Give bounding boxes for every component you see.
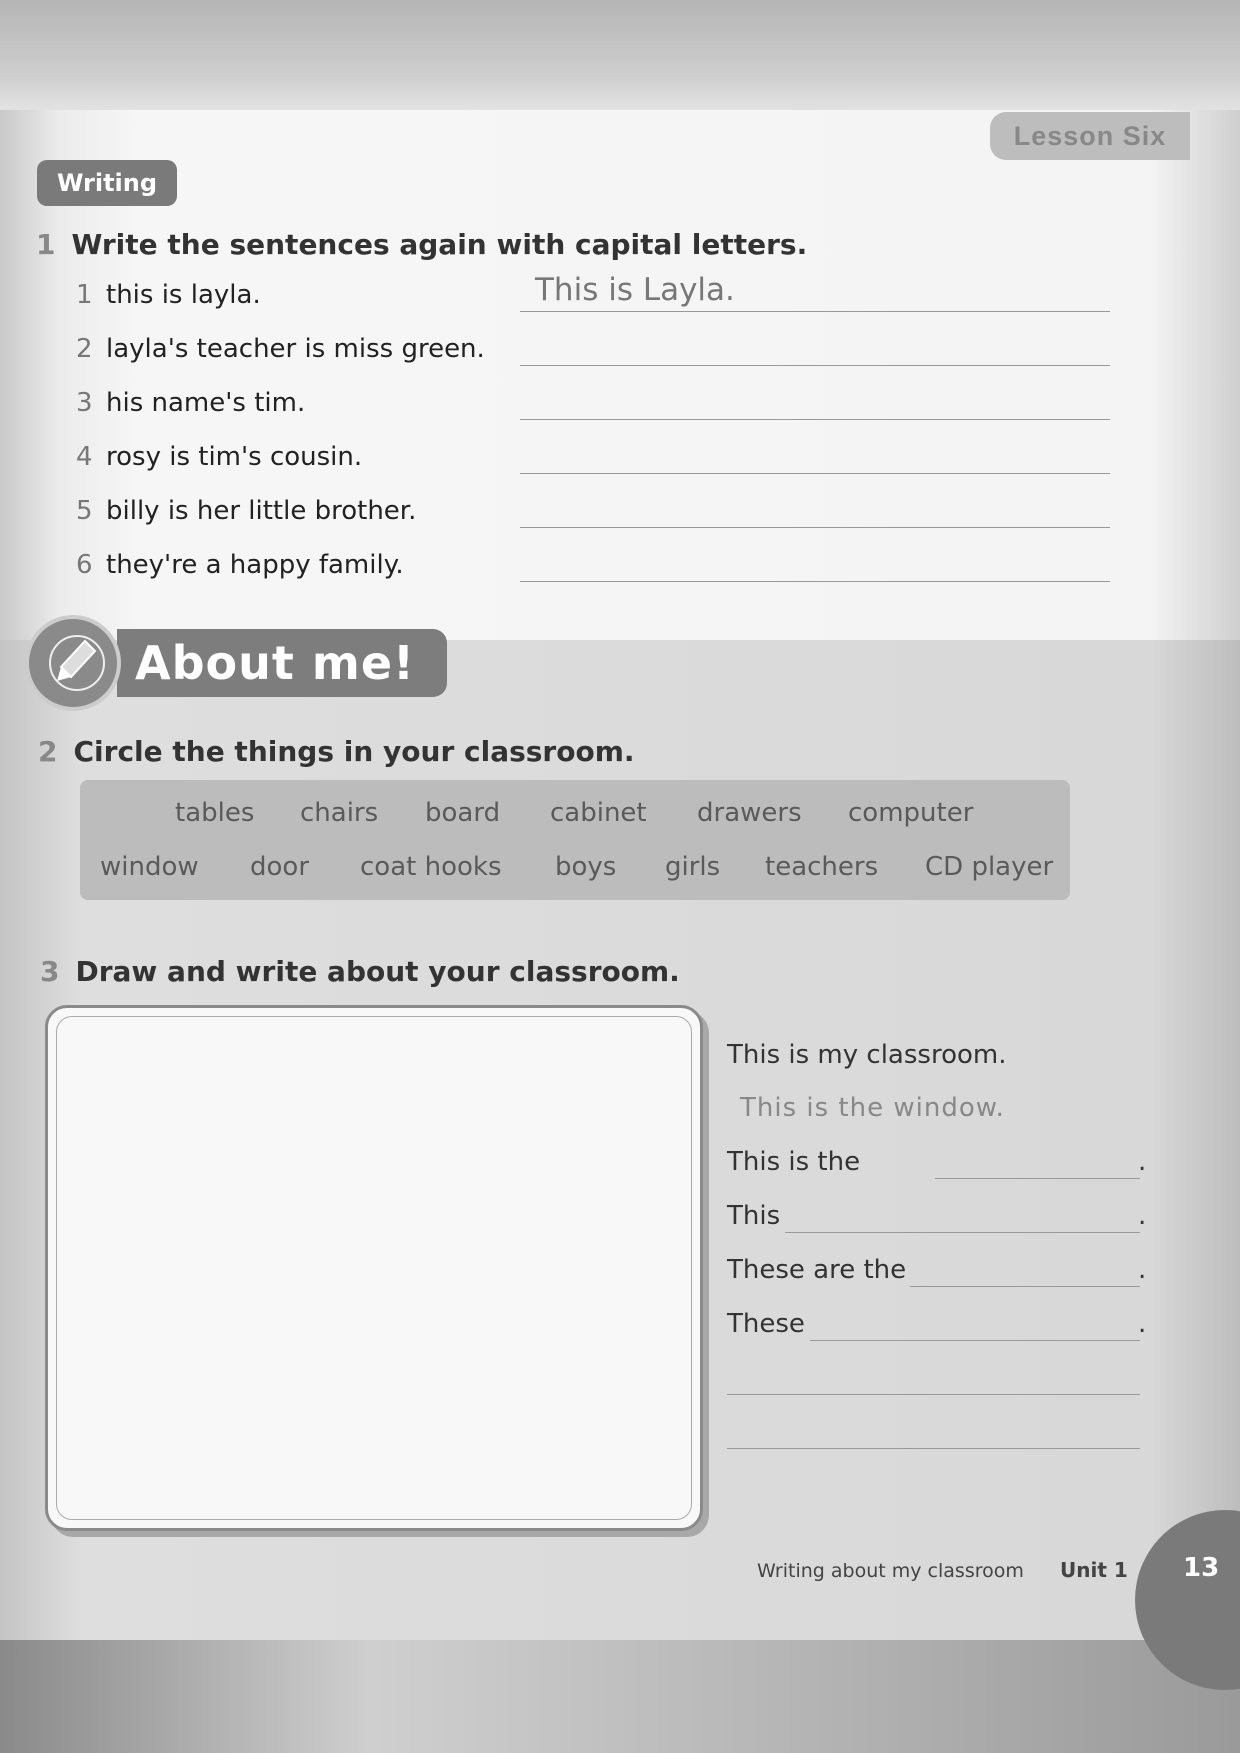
word-board[interactable]: board: [425, 798, 501, 828]
exercise-2-heading: [38, 735, 635, 768]
fill-line-1[interactable]: [935, 1177, 1140, 1179]
sentence-prompt-2: This: [727, 1201, 781, 1231]
section-badge-writing: Writing: [37, 160, 177, 206]
fill-line-2[interactable]: [785, 1231, 1140, 1233]
sentence-intro: This is my classroom.: [727, 1040, 1007, 1070]
fill-line-4[interactable]: [810, 1339, 1140, 1341]
lesson-tab: Lesson Six: [990, 112, 1190, 160]
sentence-item-3: 3 his name's tim.: [76, 388, 306, 418]
scan-shadow-top: [0, 0, 1240, 110]
sentence-item-6: 6 they're a happy family.: [76, 550, 404, 580]
answer-line-3[interactable]: [520, 418, 1110, 420]
period: .: [1138, 1201, 1147, 1231]
word-window[interactable]: window: [100, 852, 199, 882]
word-cabinet[interactable]: cabinet: [550, 798, 647, 828]
period: .: [1138, 1255, 1147, 1285]
word-computer[interactable]: computer: [848, 798, 974, 828]
answer-line-2[interactable]: [520, 364, 1110, 366]
exercise-3-heading: [40, 955, 680, 988]
fill-line-6[interactable]: [727, 1447, 1140, 1449]
exercise-1-heading: [36, 228, 807, 261]
about-me-title: About me!: [117, 629, 447, 697]
period: .: [1138, 1309, 1147, 1339]
answer-line-5[interactable]: [520, 526, 1110, 528]
fill-line-5[interactable]: [727, 1393, 1140, 1395]
drawing-area-border: [56, 1016, 692, 1520]
exercise-number: 1: [36, 228, 56, 261]
footer-topic: Writing about my classroom: [757, 1560, 1024, 1582]
word-coat-hooks[interactable]: coat hooks: [360, 852, 502, 882]
sentence-prompt-3: These are the: [727, 1255, 907, 1285]
word-tables[interactable]: tables: [175, 798, 255, 828]
period: .: [1138, 1147, 1147, 1177]
word-girls[interactable]: girls: [665, 852, 721, 882]
sentence-example: This is the window.: [740, 1093, 1005, 1123]
word-cd-player[interactable]: CD player: [925, 852, 1054, 882]
sentence-item-5: 5 billy is her little brother.: [76, 496, 417, 526]
sentence-item-2: 2 layla's teacher is miss green.: [76, 334, 485, 364]
exercise-number: 3: [40, 955, 60, 988]
pencil-icon: [47, 633, 107, 693]
word-chairs[interactable]: chairs: [300, 798, 379, 828]
footer-unit: Unit 1: [1060, 1558, 1128, 1582]
sentence-prompt-4: These: [727, 1309, 805, 1339]
answer-line-6[interactable]: [520, 580, 1110, 582]
exercise-instruction: Circle the things in your classroom.: [73, 735, 635, 768]
word-door[interactable]: door: [250, 852, 310, 882]
word-drawers[interactable]: drawers: [697, 798, 802, 828]
fill-line-3[interactable]: [910, 1285, 1140, 1287]
sentence-item-1: 1 this is layla.: [76, 280, 261, 310]
scan-shadow-bottom: [0, 1640, 1240, 1753]
exercise-number: 2: [38, 735, 58, 768]
drawing-area[interactable]: [45, 1005, 703, 1531]
about-me-badge: [25, 615, 121, 711]
word-teachers[interactable]: teachers: [765, 852, 879, 882]
word-boys[interactable]: boys: [555, 852, 617, 882]
example-answer: This is Layla.: [535, 272, 735, 308]
exercise-instruction: Draw and write about your classroom.: [75, 955, 680, 988]
word-bank: [80, 780, 1070, 900]
answer-line-4[interactable]: [520, 472, 1110, 474]
sentence-prompt-1: This is the: [727, 1147, 861, 1177]
page-number: 13: [1183, 1553, 1220, 1583]
exercise-instruction: Write the sentences again with capital letters.: [71, 228, 808, 261]
answer-line-1[interactable]: [520, 310, 1110, 312]
sentence-item-4: 4 rosy is tim's cousin.: [76, 442, 363, 472]
